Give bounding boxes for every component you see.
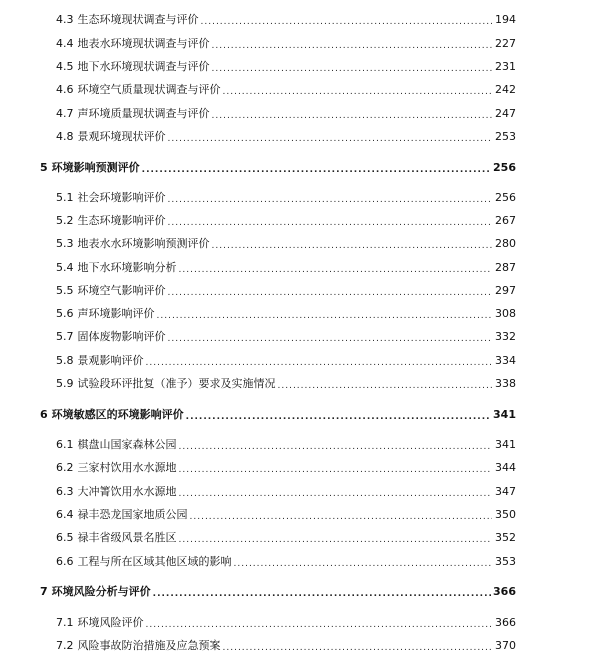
toc-entry[interactable] [56,105,516,123]
toc-entry[interactable] [56,305,516,323]
page-number: 332 [495,330,516,343]
section-number: 5.6 [56,307,74,320]
page-number: 280 [495,237,516,250]
section-title: 工程与所在区域其他区域的影响 [77,555,232,568]
dot-leader [179,265,493,277]
dot-leader [168,134,493,146]
toc-entry[interactable] [56,282,516,300]
toc-entry[interactable] [56,529,516,547]
toc-entry[interactable] [56,352,516,370]
toc-chapter[interactable] [40,583,516,601]
section-number: 6.1 [56,438,74,451]
section-title: 三家村饮用水水源地 [77,461,177,474]
section-title: 景观环境现状评价 [77,130,166,143]
dot-leader [179,442,493,454]
section-title: 环境空气质量现状调查与评价 [77,83,221,96]
toc-entry[interactable] [56,328,516,346]
toc-entry[interactable] [56,259,516,277]
toc-chapter[interactable] [40,159,516,177]
section-number: 5.8 [56,354,74,367]
page-number: 338 [495,377,516,390]
section-title: 地下水环境影响分析 [77,261,177,274]
section-title: 地表水环境现状调查与评价 [77,37,210,50]
section-number: 4.7 [56,107,74,120]
page-number: 287 [495,261,516,274]
page-number: 353 [495,555,516,568]
dot-leader [223,643,493,655]
toc-entry[interactable] [56,614,516,632]
page-number: 253 [495,130,516,143]
dot-leader [179,489,493,501]
dot-leader [142,165,491,177]
toc-entry[interactable] [56,212,516,230]
toc-entry[interactable] [56,483,516,501]
section-number: 4.4 [56,37,74,50]
toc-entry[interactable] [56,436,516,454]
section-title: 禄丰省级风景名胜区 [77,531,177,544]
page-number: 350 [495,508,516,521]
chapter-title: 环境影响预测评价 [51,161,140,174]
section-number: 6.5 [56,531,74,544]
dot-leader [278,381,493,393]
toc-entry[interactable] [56,189,516,207]
chapter-number: 7 [40,585,48,598]
dot-leader [146,620,493,632]
section-number: 5.1 [56,191,74,204]
section-number: 4.6 [56,83,74,96]
toc-entry[interactable] [56,375,516,393]
dot-leader [234,559,493,571]
dot-leader [168,195,493,207]
dot-leader [201,17,493,29]
page-number: 341 [495,438,516,451]
section-title: 声环境影响评价 [77,307,155,320]
dot-leader [223,87,493,99]
section-number: 5.5 [56,284,74,297]
page-number: 256 [495,191,516,204]
section-number: 5.4 [56,261,74,274]
section-number: 7.1 [56,616,74,629]
toc-entry[interactable] [56,637,516,655]
chapter-title: 环境风险分析与评价 [51,585,151,598]
section-title: 地表水水环境影响预测评价 [77,237,210,250]
toc-entry[interactable] [56,506,516,524]
dot-leader [179,535,493,547]
chapter-number: 6 [40,408,48,421]
toc-entry[interactable] [56,81,516,99]
page-number: 347 [495,485,516,498]
dot-leader [190,512,493,524]
toc-entry[interactable] [56,553,516,571]
page-number: 267 [495,214,516,227]
section-title: 地下水环境现状调查与评价 [77,60,210,73]
dot-leader [153,589,491,601]
page-number: 341 [493,408,516,421]
dot-leader [186,412,491,424]
toc-entry[interactable] [56,128,516,146]
section-number: 6.4 [56,508,74,521]
page-number: 256 [493,161,516,174]
page-number: 194 [495,13,516,26]
dot-leader [179,465,493,477]
section-title: 生态环境现状调查与评价 [77,13,199,26]
toc-entry[interactable] [56,35,516,53]
section-title: 棋盘山国家森林公园 [77,438,177,451]
page-number: 366 [493,585,516,598]
section-title: 景观影响评价 [77,354,144,367]
dot-leader [168,288,493,300]
section-number: 5.2 [56,214,74,227]
toc-entry[interactable] [56,459,516,477]
page-number: 366 [495,616,516,629]
dot-leader [212,111,493,123]
toc-entry[interactable] [56,58,516,76]
section-title: 试验段环评批复（准予）要求及实施情况 [77,377,276,390]
dot-leader [146,358,493,370]
page-number: 297 [495,284,516,297]
page-number: 227 [495,37,516,50]
section-number: 5.7 [56,330,74,343]
page-number: 344 [495,461,516,474]
page-number: 247 [495,107,516,120]
section-number: 5.3 [56,237,74,250]
dot-leader [212,241,493,253]
section-number: 4.5 [56,60,74,73]
page-number: 231 [495,60,516,73]
page-number: 308 [495,307,516,320]
dot-leader [212,64,493,76]
section-number: 6.3 [56,485,74,498]
toc-chapter[interactable] [40,406,516,424]
section-number: 4.3 [56,13,74,26]
section-title: 生态环境影响评价 [77,214,166,227]
dot-leader [157,311,493,323]
page-number: 352 [495,531,516,544]
section-title: 固体废物影响评价 [77,330,166,343]
dot-leader [168,334,493,346]
toc-entry[interactable] [56,235,516,253]
section-title: 社会环境影响评价 [77,191,166,204]
section-number: 6.6 [56,555,74,568]
dot-leader [168,218,493,230]
section-title: 大冲箐饮用水水源地 [77,485,177,498]
page-number: 370 [495,639,516,652]
dot-leader [212,41,493,53]
section-number: 4.8 [56,130,74,143]
section-title: 禄丰恐龙国家地质公园 [77,508,188,521]
section-number: 7.2 [56,639,74,652]
section-title: 环境空气影响评价 [77,284,166,297]
toc-entry[interactable] [56,11,516,29]
section-title: 声环境质量现状调查与评价 [77,107,210,120]
section-title: 风险事故防治措施及应急预案 [77,639,221,652]
section-title: 环境风险评价 [77,616,144,629]
section-number: 5.9 [56,377,74,390]
chapter-number: 5 [40,161,48,174]
chapter-title: 环境敏感区的环境影响评价 [51,408,184,421]
page-number: 242 [495,83,516,96]
section-number: 6.2 [56,461,74,474]
page-number: 334 [495,354,516,367]
